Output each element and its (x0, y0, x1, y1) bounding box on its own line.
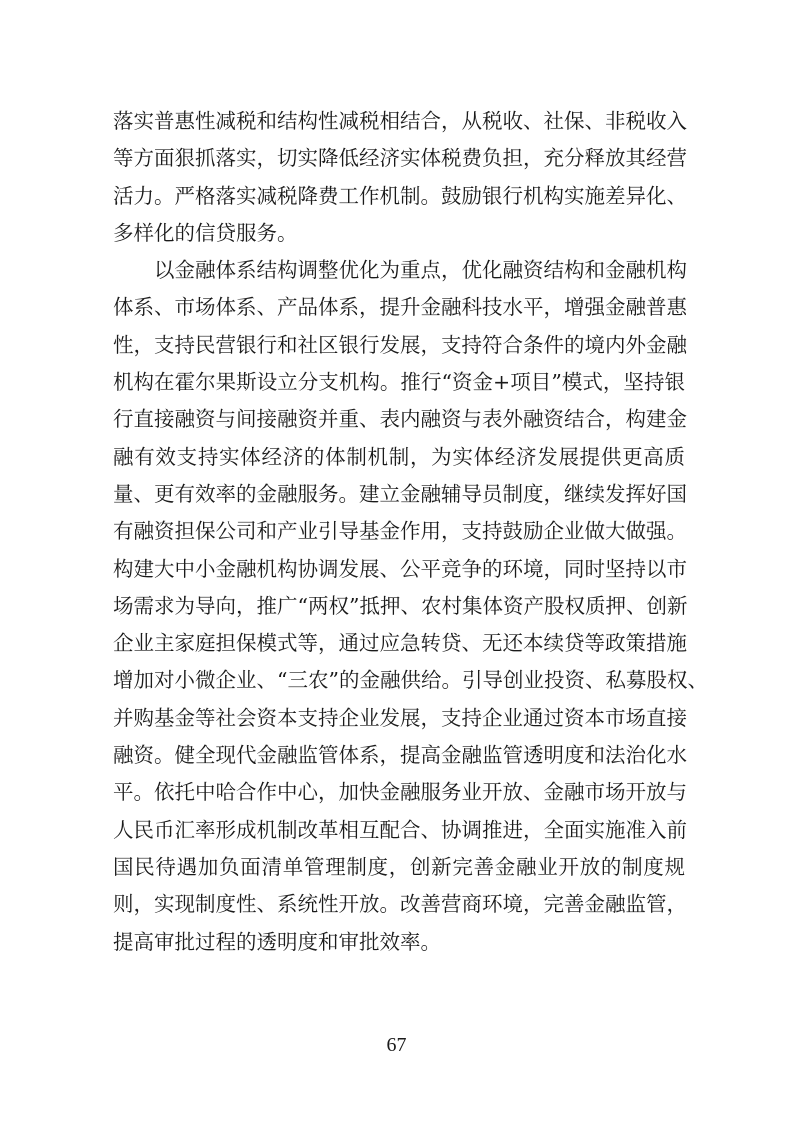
text-line: 等方面狠抓落实，切实降低经济实体税费负担，充分释放其经营 (113, 146, 687, 171)
text-line: 增加对小微企业、“三农”的金融供给。引导创业投资、私募股权、 (113, 668, 708, 693)
text-line: 构建大中小金融机构协调发展、公平竞争的环境，同时坚持以市 (113, 556, 687, 581)
text-line: 平。依托中哈合作中心，加快金融服务业开放、金融市场开放与 (113, 780, 687, 805)
body-text (113, 103, 708, 961)
text-line: 落实普惠性减税和结构性减税相结合，从税收、社保、非税收入 (113, 109, 687, 133)
text-line: 人民币汇率形成机制改革相互配合、协调推进，全面实施准入前 (113, 817, 687, 842)
text-line: 机构在霍尔果斯设立分支机构。推行“资金+项目”模式，坚持银 (113, 370, 685, 395)
text-line: 体系、市场体系、产品体系，提升金融科技水平，增强金融普惠 (113, 295, 687, 320)
text-line: 提高审批过程的透明度和审批效率。 (113, 929, 441, 954)
text-line: 有融资担保公司和产业引导基金作用，支持鼓励企业做大做强。 (113, 519, 687, 544)
text-line: 并购基金等社会资本支持企业发展，支持企业通过资本市场直接 (113, 705, 687, 730)
text-line: 多样化的信贷服务。 (113, 220, 298, 245)
text-line: 国民待遇加负面清单管理制度，创新完善金融业开放的制度规 (113, 854, 685, 879)
text-line: 融资。健全现代金融监管体系，提高金融监管透明度和法治化水 (113, 743, 687, 768)
paragraph-2 (113, 252, 708, 961)
text-line: 融有效支持实体经济的体制机制，为实体经济发展提供更高质 (113, 444, 685, 469)
text-line: 企业主家庭担保模式等，通过应急转贷、无还本续贷等政策措施 (113, 631, 687, 656)
text-line: 活力。严格落实减税降费工作机制。鼓励银行机构实施差异化、 (113, 183, 687, 208)
text-line: 以金融体系结构调整优化为重点，优化融资结构和金融机构 (113, 258, 687, 283)
page-number: 67 (386, 1034, 407, 1056)
text-line: 量、更有效率的金融服务。建立金融辅导员制度，继续发挥好国 (113, 481, 687, 506)
text-line: 性，支持民营银行和社区银行发展，支持符合条件的境内外金融 (113, 332, 687, 357)
text-line: 场需求为导向，推广“两权”抵押、农村集体资产股权质押、创新 (113, 593, 688, 618)
text-line: 行直接融资与间接融资并重、表内融资与表外融资结合，构建金 (113, 407, 687, 432)
paragraph-1 (113, 103, 685, 252)
text-line: 则，实现制度性、系统性开放。改善营商环境，完善金融监管， (113, 892, 687, 917)
